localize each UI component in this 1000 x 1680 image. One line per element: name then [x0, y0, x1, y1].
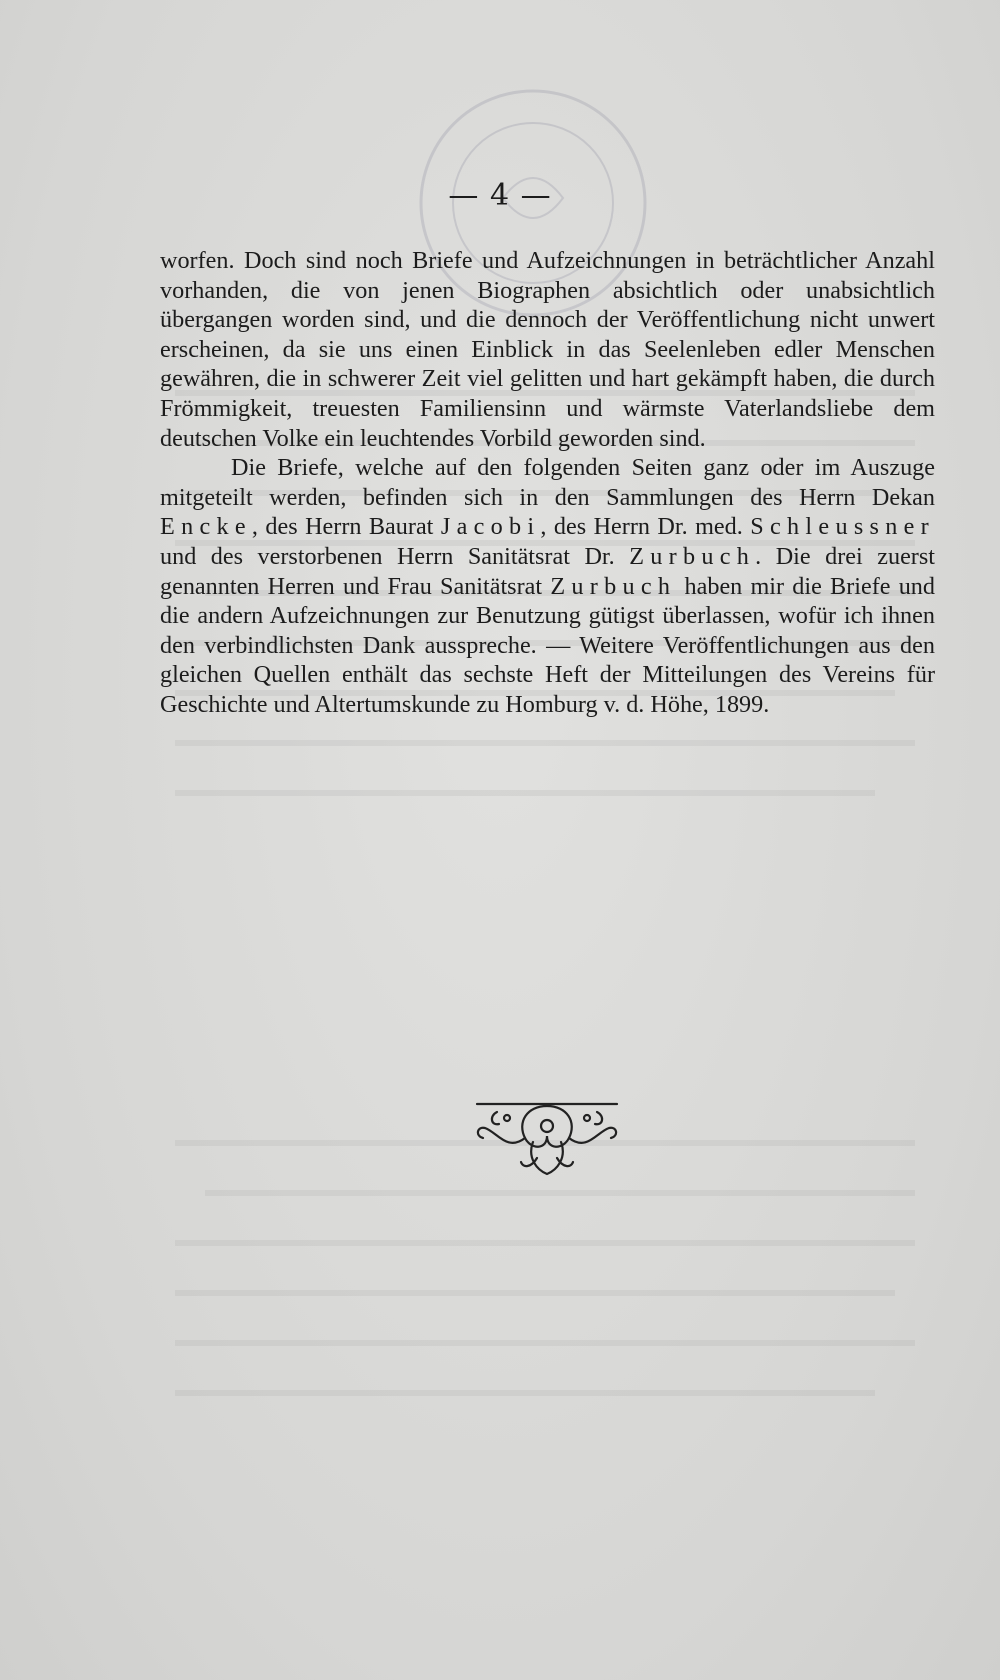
vignette-ornament-icon: [467, 1092, 627, 1182]
text-run: haben mir die Briefe und die andern Aufzeichnungen zur Benutzung gütigst überlassen, wofür ich ihnen den verbindlichsten Dank ausspreche. — Weitere Veröffentlichungen aus den gleichen Quellen enthält das sechste Heft der Mitteilungen des Vereins für Geschichte und Altertumskunde zu Homburg v. d. Höhe, 1899.: [160, 572, 935, 718]
name-zurbuch: Zurbuch: [629, 542, 756, 570]
paragraph-1: worfen. Doch sind noch Briefe und Aufzeichnungen in beträchtlicher Anzahl vorhanden, die von jenen Biographen absichtlich oder unabsichtlich übergangen worden sind, und die dennoch der Veröffentlichung nicht unwert erscheinen, da sie uns einen Einblick in das Seelenleben edler Menschen gewähren, die in schwerer Zeit viel gelitten und hart gekämpft haben, die durch Frömmigkeit, treuesten Familiensinn und wärmste Vaterlandsliebe dem deutschen Volke ein leuchtendes Vorbild geworden sind.: [160, 247, 935, 452]
name-zurbuch: Zurbuch: [550, 572, 677, 600]
name-jacobi: Jacobi: [440, 513, 541, 541]
text-run: , des Herrn Baurat: [251, 513, 441, 541]
page-number: — 4 —: [448, 178, 552, 213]
paragraph-2: [160, 453, 935, 719]
text-run: . Die drei zuerst genannten Herren und Frau Sanitätsrat: [160, 542, 935, 600]
text-run: und des verstorbenen Herrn Sanitätsrat Dr.: [160, 542, 630, 570]
text-run: Die Briefe, welche auf den folgenden Seiten ganz oder im Auszuge mitgeteilt werden, befinden sich in den Sammlungen des Herrn Dekan: [160, 454, 935, 511]
body-text: [160, 246, 935, 720]
name-encke: Encke: [160, 513, 252, 541]
text-run: , des Herrn Dr. med.: [540, 513, 751, 541]
name-schleussner: Schleussner: [750, 513, 936, 541]
